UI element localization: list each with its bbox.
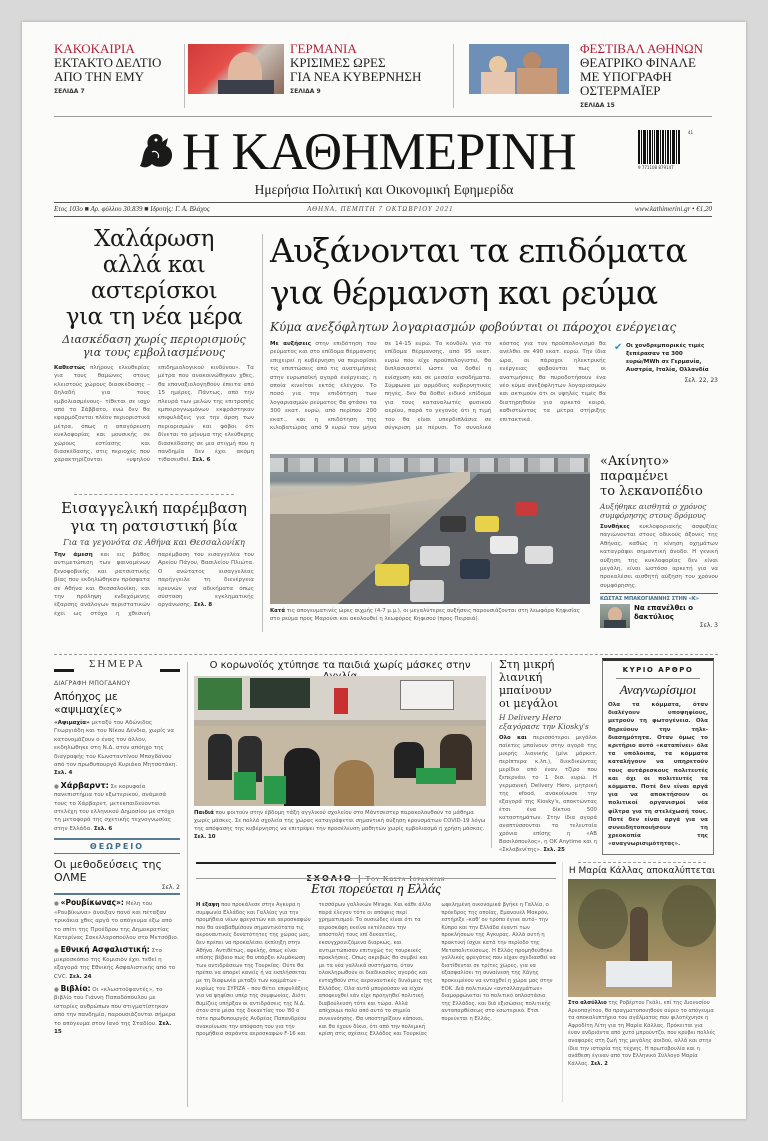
kicker: ΔΙΑΓΡΑΦΗ ΜΠΟΓΔΑΝΟΥ [54,680,131,687]
body-text: Στο μικροσκόπιο της Κομισιόν έχει τεθεί η εξαγορά της Εθνικής Ασφαλιστικής από το CVC. [54,948,176,980]
bullet-icon: ● [54,986,59,993]
lead-word: Καθεστώς [54,365,86,371]
divider [616,678,700,679]
editorial-body: Ολα τα κόμματα, όταν διαλέγουν υποψηφίους, μετρούν τη φωτογένεια. Ολα θηρεύουν την τηλε-διασημότητα. Οταν όμως το κριτήριο αυτό «καταπίνει» όλα τα υπόλοιπα, τα κόμματα καταλήγουν να υπηρετούν τους αυτάρεσκους πολιτευτές και όχι οι πολιτευτές τα κόμματα. Ποτέ δεν είναι αργά για να αποκτήσουν οι πολιτικοί οργανισμοί νέα φίλτρα για τη στελέχωσή τους. Ποτέ δεν είναι αργά για να συνειδητοποιήσουν τη χρεοκοπία της «αναγνωρισιμότητας». [608,702,708,848]
headline-callas: Η Μαρία Κάλλας αποκαλύπτεται [568,866,716,876]
barcode-issue: 41 [688,130,694,135]
headline-line: Εισαγγελική παρέμβαση [61,499,247,517]
page-ref: Σελ. 8 [193,602,213,609]
brief-title: «Ρουβίκωνας»: [60,898,124,908]
caption-text: που φοιτούν στην έβδομη τάξη αγγλικού σχολείου στο Μάντσεστερ παρακολουθούν το μάθημα χωρίς μάσκες. Σε πολλά σχολεία της χώρας καταγράφεται σημαντική αύξηση κρουσμάτων COVID-19 λόγω της απόφασης της κυβέρνησης να επιτρέψει την προσέλευση μαθητών χωρίς εμβολιασμό ή χρήση μάσκας. [194,810,486,832]
page-ref: Σελ. 24 [69,973,92,980]
subhead: Αυξήθηκε αισθητά ο χρόνος συμφόρησης στους δρόμους [600,502,707,520]
article-body [600,523,718,590]
headline-line: παραμένει [600,469,669,484]
article-nightlife[interactable] [54,226,254,465]
issue-date: ΑΘΗΝΑ, ΠΕΜΠΤΗ 7 ΟΚΤΩΒΡΙΟΥ 2021 [307,205,454,213]
body-text: και εις βάθος αντιμετώπιση των φαινομένων ξενοφοβικής και ρατσιστικής βίας που εκδηλώθηκαν πρόσφατα σε Αθήνα και Θεσσαλονίκη, και την πρόληψη ενδεχόμενης έξαρσης ανάλογων περιστατικών έχει ως στόχο η χθεσινή παρέμβαση του εισαγγελέα του Αρείου Πάγου, Βασιλείου Πλιώτα. Ο ανώτατος εισαγγελέας παρήγγειλε τη διενέργεια ερευνών για αδικήματα όπως σύσταση εγκληματικής οργάνωσης. [54,552,254,617]
photo-caption [270,607,590,623]
brief-item[interactable] [54,899,180,942]
photo-festival [469,44,569,94]
page-ref: Σελ. 4 [54,770,73,777]
body-text: κυκλοφοριακής ασφυξίας παγιώνονται στους οδικούς άξονες της Αθήνας, καθώς η κίνηση οχημάτων καταγράφει σημαντική άνοδο. Η γενική αύξηση της κυκλοφορίας δεν είναι μεγάλη, είναι ωστόσο αρκετή για να προκαλέσει αισθητή αύξηση του χρόνου συμφόρησης. [600,524,718,589]
page-ref: Σελ. 2 [161,884,180,892]
body-text: που προκάλεσε στην Αγκυρα η συμφωνία Ελλάδος και Γαλλίας για την προμήθεια νέων φρεγατών και αεροσκαφών που θα αναβαθμίσουν σημαντικότατα τις αεροναυτικές δυνατότητες της χώρας μας, δεν πρέπει να προκαλέσει έκπληξη στην Αθήνα. Αντιθέτως, αφελής, όπως είναι επίσης βέβαιο πως θα υπάρξει κλιμάκωση των αντιδράσεων της Τουρκίας. Ούτε θα πρέπει να απορεί κανείς ή να εκπλήσσεται με τη διαφωνία μεταξύ των κομμάτων – κυρίως του ΣΥΡΙΖΑ – που θέτει επιφυλάξεις για να ψηφίσει υπέρ της συμφωνίας. Διότι θυμίζεις υπήρξαν οι αντιδράσεις της Ν.Δ. όταν στα μέσα της δεκαετίας του '80 ο τότε πρωθυπουργός Ανδρέας Παπανδρέου ανακοίνωσε την απόφαση του για την προμήθεια σαράντα αεροσκαφών F-16 και τεσσάρων γαλλικών Mirage. Και κάθε άλλο παρά έλεγαν τότε οι απόψεις περί χρηματισμού. Το ουσιώδες είναι ότι τα αεροσκάφη εκείνα εκτέλεσαν την αποστολή τους επί δεκαετίες, εκσυγχρονιζόμενα διαρκώς, και αντιμετώπισαν επιτυχώς τις τουρκικές προκλήσεις. Οπως ακριβώς θα συμβεί και με τα νέα γαλλικά συστήματα, όταν ολοκληρωθούν οι διαδικασίες αγοράς και ενταχθούν στις αεροναυτικές δυνάμεις της Ελλάδος. Ολα αυτά μπορούσαν να είχαν αποφευχθεί εάν είχε προηγηθεί πολιτική διαβούλευση τότε και τώρα. Αλλά απέχουμε πολύ από αυτό το σημείο συνεννόησης. Θα υποστηρίξουν κάποιοι, και θα έχουν δίκιο, ότι από την πολεμική κρίση στις σχέσεις Ελλάδος και Τουρκίας ωφελημένη οικονομικά βγήκε η Γαλλία, ο πρόεδρος της οποίας, Εμανουέλ Μακρόν, εστήριξε –καθ' ον τρόπο έγινε αυτό– την Κύπρο και την Ελλάδα έναντι των προκλήσεων της Αγκυρας. Αλλά αυτή η πρακτική ίσχυε κατά την περίοδο της Μεταπολιτεύσεως. Η Ελλάς προμηθεύθηκε γαλλικές φρεγάτες που είχαν σχεδιασθεί να διατίθενται σε τρίτες χώρες, για να εξασφαλίσει τη συναίνεση της Χάγης προκειμένου να ενταχθεί η χώρα μας στην ΕΟΚ. Διά πολιτικών «ανταλλαγμάτων» διαμορφώνεται το πολιτικό οπλοστάσιο της Ελλάδος, και διά εξισώσεις πολιτικής ανταπαρθέσεως στο εσωτερικό. Ετσι πορεύεται η Ελλάς. [196,902,556,1038]
subhead: Κύμα ανεξόφλητων λογαριασμών φοβούνται οι πάροχοι ενέργειας [270,320,677,334]
teaser-headline: ΕΚΤΑΚΤΟ ΔΕΛΤΙΟ [54,55,162,70]
teaser-kicker: ΚΑΚΟΚΑΙΡΙΑ [54,41,135,56]
brief-item[interactable] [54,985,180,1036]
divider [54,202,712,203]
headline[interactable]: Απόηχος με «αψιμαχίες» [54,690,123,716]
headline-line: το λεκανοπέδιο [600,484,703,499]
brief-item[interactable] [54,946,180,981]
newspaper-front-page [22,22,746,1119]
caption-text: τις απογευματινές ώρες αιχμής (4-7 μ.μ.), οι μεγαλύτερες αυξήσεις παρουσιάζονται στη λεωφόρο Κηφισίας στο ρεύμα προς Μαρούσι και ακολουθεί η λεωφόρος Κηφισού (προς Πειραιά). [270,608,580,622]
headline [54,226,254,330]
teaser-page-ref: ΣΕΛΙΔΑ 15 [580,102,615,109]
caption-lead: Κατά [270,608,286,614]
headline-line: για θέρμανση και ρεύμα [270,273,658,312]
divider [491,662,492,848]
divider [262,234,263,632]
lead-word: Με αυξήσεις [270,341,312,347]
article-energy-subsidies[interactable] [270,230,720,334]
divider [54,853,180,854]
masthead-title: Η ΚΑΘΗΜΕΡΙΝΗ [182,123,576,181]
headline [499,658,597,710]
callout-text: Οι χονδρεμπορικές τιμές ξεπέρασαν τα 300 ευρώ/MWh σε Γερμανία, Αυστρία, Ιταλία, Ολλανδία [626,343,709,373]
caption-lead: Στο αλσύλλιο [568,1000,607,1006]
body-text: μεταξύ του Αδώνιδος Γεωργιάδη και του Νίκου Δένδια, χωρίς να κατονομάζουν ο ένας τον άλλον, εκδηλώθηκε στη Ν.Δ. στον απόηχο της διαγραφής του Κωνσταντίνου Μπογδάνου από τον πρωθυπουργό Κυριάκο Μητσοτάκη. [54,720,178,769]
photo-traffic [270,454,590,604]
body-text: περισσότεροι μεγάλοι παίκτες μπαίνουν στην αγορά της μικρής λιανικής (μίνι μάρκετ, περίπτερα κ.λπ.), διεκδικώντας μερίδιο από έναν τζίρο που ξεπερνάει το 1 δισ. ευρώ. Η γερμανική Delivery Hero, μητρική της efood, ανακοίνωσε την εξαγορά της Kiosky's, αποκτώντας έτσι ένα δίκτυο 500 καταστημάτων. Στην ίδια αγορά αναπτύσσονται τα τελευταία χρόνια επίσης η «ΑΒ Βασιλόπουλος», η ΟΚ Anytime και η «Σκλαβενίτης». [499,735,597,853]
headline [54,499,254,535]
callout-prices [614,342,718,384]
article-retail[interactable] [499,658,597,854]
commentary-title[interactable]: Ετσι πορεύεται η Ελλάς [311,882,441,897]
teaser-headline: ΜΕ ΥΠΟΓΡΑΦΗ ΟΣΤΕΡΜΑΪΕΡ [580,69,672,98]
bullet-icon: ● [54,948,59,955]
section-label-theoreio: ΘΕΩΡΕΙΟ [89,842,145,852]
editorial-title: Αναγνωρίσιμοι [619,682,697,697]
photo-columnist [600,604,630,628]
article-body [270,340,606,432]
columnist-teaser[interactable] [600,604,718,629]
bullet-icon: ● [54,901,59,908]
body-text: Οι «κλωστοϋφαντές», το βιβλίο του Γιάννη Παπαδόπουλου με ιστορίες ανθρώπων που στιγματίστηκαν από την πανδημία, παρουσιάζονται σήμερα το απόγευμα στον Ιανό της Σταδίου. [54,986,176,1027]
teaser-germany[interactable] [290,42,435,95]
brief-title: Εθνική Ασφαλιστική: [60,945,150,955]
lead-word: Συνθήκες [600,524,630,530]
checkmark-icon: ✔ [614,342,623,353]
divider [578,862,706,863]
griffin-logo-icon [134,128,178,172]
page-ref: Σελ. 3 [699,622,718,630]
article-body [54,551,254,618]
body-text: πλήρους ελευθερίας για τους θαμώνες στους κλειστούς χώρους διασκέδασης –δηλαδή για τους εμβολιασμένους– τίθεται σε ισχύ από το Σάββατο, ενώ δεν θα εφαρμόζονται πλέον περιοριστικά μέτρα, όπως η απαγόρευση κυκλοφορίας και μουσικής σε χώρους εστίασης και διασκέδασης, στις περιοχές που χαρακτηρίζονται «υψηλού επιδημιολογικού κινδύνου». Τα μέτρα που ανακοινώθηκαν χθες, θα επαναξιολογηθούν έπειτα από 15 ημέρες. Πάντως, από την πλευρά των μελών της επιτροπής εμπειρογνωμόνων εκφράστηκαν επιφυλάξεις για την άρση των περιορισμών και φόβοι ότι δίνεται το μήνυμα της ελεύθερης διασκέδασης σε μια στιγμή που η πανδημία δεν έχει ακόμη τιθασευθεί. [54,365,254,464]
headline-covid-uk[interactable]: Ο κορωνοϊός χτύπησε τα παιδιά χωρίς μάσκες στην [209,660,471,671]
headline-line: Στη μικρή [499,658,555,671]
teaser-page-ref: ΣΕΛΙΔΑ 9 [290,88,321,95]
divider [600,593,718,594]
brief-title: Βιβλίο: [60,983,91,993]
section-label: ΣΗΜΕΡΑ [89,658,145,670]
body-text: στην επιδότηση του ρεύματος και στο επίδομα θέρμανσης επιχειρεί η κυβέρνηση να περιορίσει τις επιπτώσεις από τις ανατιμήσεις στην ευρωπαϊκή αγορά ενέργειας, η οποία κινείται εκτός ελέγχου. Το ποσό για την επιδότηση των λογαριασμών ρεύματος θα φτάσει τα 300 εκατ. ευρώ, από περίπου 200 εκατ., και η επιδότηση της κιλοβατώρας από 9 ευρώ τον μήνα σε 14-15 ευρώ. Το κονδύλι για το επίδομα θέρμανσης, από 95 εκατ. ευρώ που είχε προϋπολογιστεί, θα διπλασιαστεί ώστε να δοθεί η ενίσχυση και σε μεσαία εισοδήματα. Σύμφωνα με αρμόδιες κυβερνητικές πηγές, δεν θα δοθεί ειδικό επίδομα για τους καταναλωτές φυσικού αερίου, παρά το γεγονός ότι η τιμή του θα είναι υπερδιπλάσια σε σύγκριση με πέρυσι. Το συνολικό κόστος για τον προϋπολογισμό θα ανέλθει σε 490 εκατ. ευρώ. Την ίδια ώρα, οι πάροχοι ηλεκτρικής ενέργειας φοβούνται πως οι ανατιμήσεις θα πυροδοτήσουν ένα νέο κύμα ανεξόφλητων λογαριασμών και ακτιμούν ότι οι υψηλές τιμές θα διατηρηθούν για αρκετό καιρό, καθιστώντας τα μέτρα στήριξης επιτακτικά. [270,341,606,432]
article-callas[interactable] [568,862,716,1068]
divider [54,838,180,840]
photo-classroom [194,676,486,806]
subhead: Διασκέδαση χωρίς περιορισμούς για τους εμβολιασμένους [62,333,246,359]
headline-olme[interactable]: Οι μεθοδεύσεις της ΟΛΜΕ [54,858,162,885]
divider [54,654,718,655]
headline [600,454,718,499]
columnist-title: Να επανέλθει ο δακτύλιος [634,604,694,622]
website-price[interactable]: www.kathimerini.gr • €1,20 [634,205,712,213]
article-traffic[interactable] [600,454,718,629]
section-today [54,658,180,1036]
teaser-kicker: ΦΕΣΤΙΒΑΛ ΑΘΗΝΩΝ [580,41,704,56]
page-ref: Σελ. 10 [194,834,216,840]
teaser-festival[interactable] [580,42,750,109]
article-prosecutor[interactable] [54,494,254,618]
bullet-icon: ● [54,783,59,790]
headline-line: οι μεγάλοι [499,697,559,710]
article-body [499,734,597,854]
lead-word: Την άμεση [54,552,93,558]
divider [74,494,234,495]
columnist-label: ΚΩΣΤΑΣ ΜΠΑΚΟΓΙΑΝΝΗΣ ΣΤΗΝ «Κ» [600,596,700,603]
teaser-kicker: ΓΕΡΜΑΝΙΑ [290,41,357,56]
divider [54,216,712,217]
divider [54,893,180,895]
page-ref: Σελ. 15 [54,1020,172,1035]
headline-line: για τη ρατσιστική βία [70,517,238,535]
divider [562,862,563,1102]
issue-info: Ετος 103ο ■ Αρ. φύλλου 30.839 ■ Ιδρυτής: Γ. Α. Βλάχος [54,205,210,213]
headline-line: για τη νέα μέρα [65,304,243,330]
barcode-number: 9 771108 879147 [638,165,674,170]
photo-scholz [188,44,284,94]
headline-line: αλλά και [102,252,206,278]
brief-harvard[interactable] [54,782,180,833]
teaser-headline: ΘΕΑΤΡΙΚΟ ΦΙΝΑΛΕ [580,55,696,70]
body-text: Μέλη του «Ρουβίκωνα» άνοιξαν πανό και πέταξαν τρικάκια χθες αργά το απόγευμα έξω από το σπίτι της Προέδρου της Δημοκρατίας Κατερίνας Σακελλαροπούλου στο Μετσόβιο. [54,901,179,941]
lead-word: Ολο και [499,735,527,741]
page-ref: Σελ. 25 [543,847,565,853]
masthead-subtitle: Ημερήσια Πολιτική και Οικονομική Εφημερίδα [254,182,514,197]
subhead: Για τα γεγονότα σε Αθήνα και Θεσσαλονίκη [63,538,245,547]
divider [187,662,188,1107]
photo-callas-statue [568,879,716,997]
divider [196,862,556,864]
photo-caption [568,1000,716,1068]
lead-word: «Αψιμαχία» [54,720,90,726]
headline-line: «Ακίνητο» [600,454,670,469]
caption-lead: Παιδιά [194,810,214,816]
teaser-headline: ΑΠΟ ΤΗΝ ΕΜΥ [54,69,145,84]
barcode [638,130,694,174]
editorial-box[interactable] [602,658,714,855]
teaser-headline: ΚΡΙΣΙΜΕΣ ΩΡΕΣ [290,55,386,70]
page-ref: Σελ. 6 [192,457,211,464]
body-text: Σε κορυφαία πανεπιστήμια του εξωτερικού, ανάμεσά τους το Χάρβαρντ, μετεκπαιδεύονται στελέχη του ελληνικού Δημοσίου με στόχο τη μεταφορά της σχετικής τεχνογνωσίας στην Ελλάδα. [54,783,175,832]
caption-text: της Ροβέρτου Γκάλι, επί της Διονυσίου Αρεοπαγίτου, θα πραγματοποιηθούν αύριο το απόγευμα τα αποκαλυπτήρια του αγάλματος που φιλοτέχνησε η Αφροδίτη Λίτη για τη Μαρία Κάλλας. Πρόκειται για έναν ανδριάντα από χυτό μπρούντζο, που κρύβει πολλές αναφορές στη ζωή της μεγάλης αοιδού, αλλά και στην ίδια την ιστορία της τέχνης. Η πρωτοβουλία και η ανάθεση έγιναν από τον Ελληνικό Σύλλογο Μαρία Κάλλας. [568,1000,716,1067]
lead-word: Η έξαψη [196,902,220,908]
headline-line: αστερίσκοι [90,278,218,304]
headline [270,230,720,314]
article-body [54,364,254,465]
teaser-page-ref: ΣΕΛΙΔΑ 7 [54,88,85,95]
page-ref: Σελ. 2 [590,1060,608,1067]
headline-line: Χαλάρωση [94,226,214,252]
teaser-headline: ΓΙΑ ΝΕΑ ΚΥΒΕΡΝΗΣΗ [290,69,422,84]
page-ref: Σελ. 22, 23 [684,377,718,384]
divider [453,44,454,108]
article-body [54,719,180,778]
commentary-body [196,902,556,1039]
teaser-weather[interactable] [54,42,179,95]
page-ref: Σελ. 6 [93,825,113,832]
headline-line: λιανική μπαίνουν [499,671,552,697]
photo-caption [194,809,486,841]
editorial-label: ΚΥΡΙΟ ΑΡΘΡΟ [622,666,694,674]
divider [54,116,712,117]
brief-title: Χάρβαρντ: [60,780,109,790]
subhead: Η Delivery Hero εξαγόρασε την Kiosky's [499,713,589,731]
divider [196,878,556,879]
divider [184,44,185,108]
headline-line: Αυξάνονται τα επιδόματα [270,231,687,270]
